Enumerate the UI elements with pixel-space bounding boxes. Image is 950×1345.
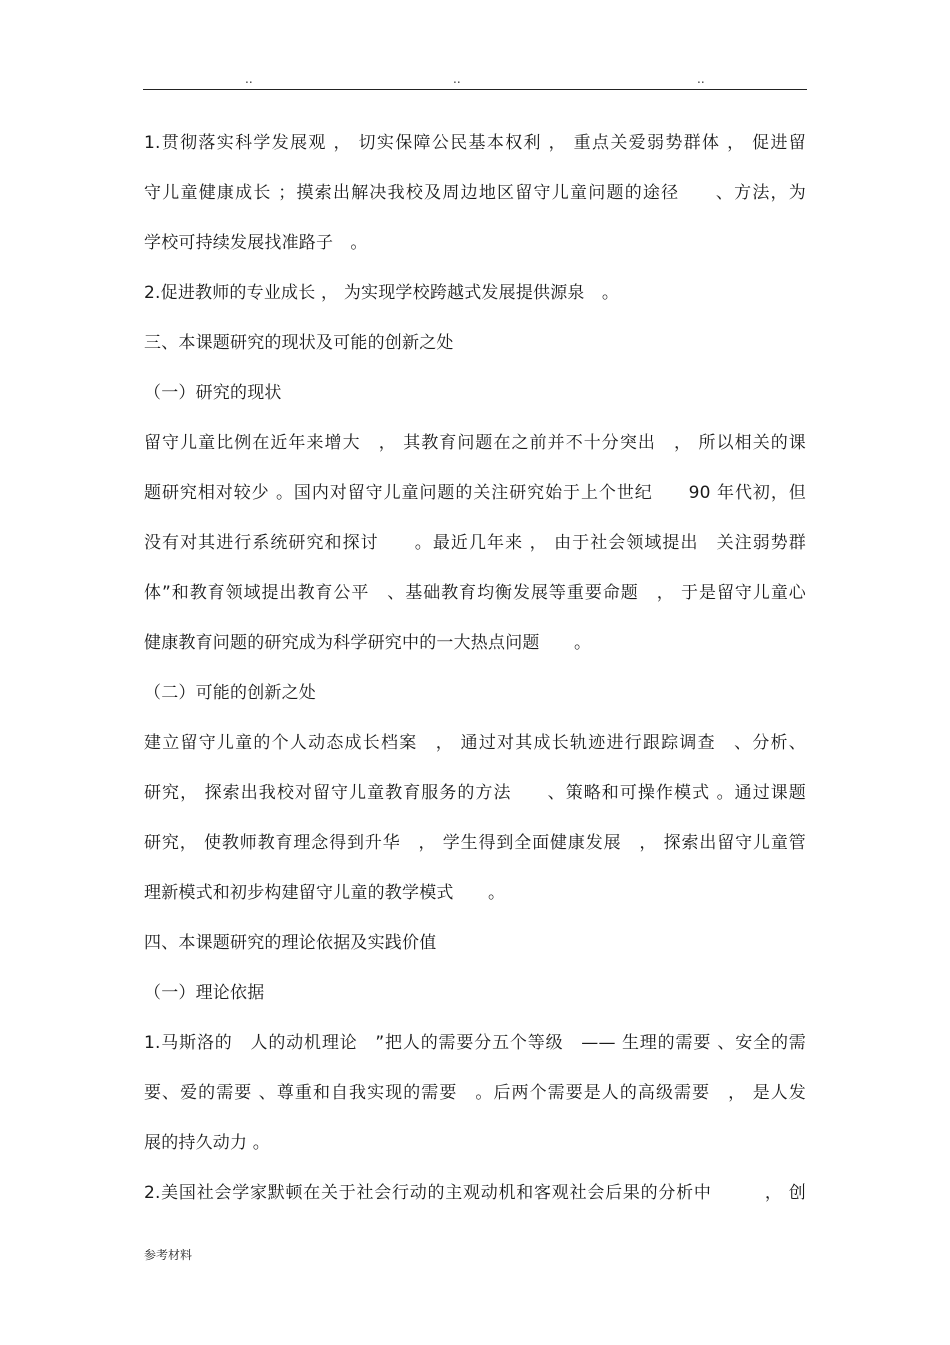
paragraph-line: 要、爱的需要 、尊重和自我实现的需要 。后两个需要是人的高级需要 ， 是人发 xyxy=(144,1083,806,1103)
paragraph-line: 建立留守儿童的个人动态成长档案 ， 通过对其成长轨迹进行跟踪调查 、分析、 xyxy=(144,733,806,753)
footer-note: 参考材料 xyxy=(144,1248,193,1262)
paragraph-line: 研究， 探索出我校对留守儿童教育服务的方法 、策略和可操作模式 。通过课题 xyxy=(144,783,806,803)
paragraph-line: 理新模式和初步构建留守儿童的教学模式 。 xyxy=(144,883,506,903)
subsection-heading: （一）理论依据 xyxy=(144,983,265,1003)
paragraph-line: 题研究相对较少 。国内对留守儿童问题的关注研究始于上个世纪 90 年代初，但 xyxy=(144,483,806,503)
paragraph-line: 没有对其进行系统研究和探讨 。最近几年来 ， 由于社会领域提出 关注弱势群 xyxy=(144,533,806,553)
section-heading: 三、本课题研究的现状及可能的创新之处 xyxy=(144,333,454,353)
paragraph-line: 2.促进教师的专业成长 ， 为实现学校跨越式发展提供源泉 。 xyxy=(144,283,620,303)
paragraph-line: 研究， 使教师教育理念得到升华 ， 学生得到全面健康发展 ， 探索出留守儿童管 xyxy=(144,833,806,853)
header-mark-center: .. xyxy=(453,72,461,86)
paragraph-line: 体”和教育领域提出教育公平 、基础教育均衡发展等重要命题 ， 于是留守儿童心 xyxy=(144,583,806,603)
paragraph-line: 2.美国社会学家默顿在关于社会行动的主观动机和客观社会后果的分析中 ， 创 xyxy=(144,1183,806,1203)
paragraph-line: 留守儿童比例在近年来增大 ， 其教育问题在之前并不十分突出 ， 所以相关的课 xyxy=(144,433,806,453)
header-mark-left: .. xyxy=(245,72,253,86)
subsection-heading: （二）可能的创新之处 xyxy=(144,683,316,703)
section-heading: 四、本课题研究的理论依据及实践价值 xyxy=(144,933,437,953)
paragraph-line: 守儿童健康成长 ；摸索出解决我校及周边地区留守儿童问题的途径 、方法，为 xyxy=(144,183,806,203)
paragraph-line: 健康教育问题的研究成为科学研究中的一大热点问题 。 xyxy=(144,633,592,653)
header-mark-right: .. xyxy=(697,72,705,86)
header-rule xyxy=(143,89,807,90)
paragraph-line: 展的持久动力 。 xyxy=(144,1133,271,1153)
paragraph-line: 1.贯彻落实科学发展观 ， 切实保障公民基本权利 ， 重点关爱弱势群体 ， 促进留 xyxy=(144,133,806,153)
paragraph-line: 1.马斯洛的 人的动机理论 ”把人的需要分五个等级 —— 生理的需要 、安全的需 xyxy=(144,1033,806,1053)
paragraph-line: 学校可持续发展找准路子 。 xyxy=(144,233,368,253)
subsection-heading: （一）研究的现状 xyxy=(144,383,282,403)
